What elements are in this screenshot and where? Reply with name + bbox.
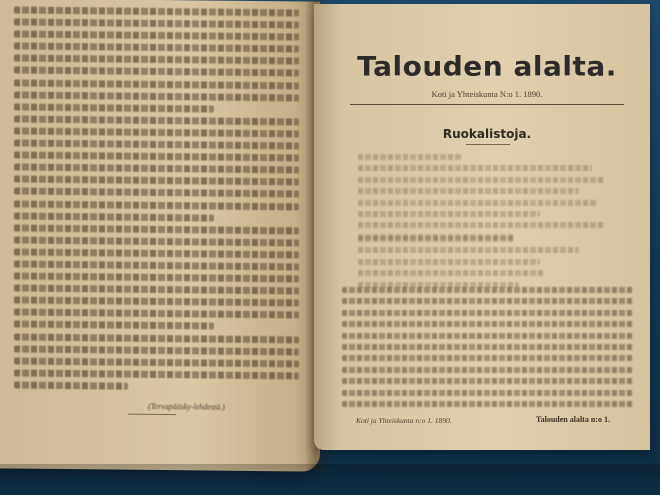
text-line	[358, 259, 540, 265]
text-line	[342, 355, 634, 361]
page-caption: Koti ja Yhteiskunta n:o 1. 1890.	[356, 416, 452, 425]
text-line	[358, 154, 462, 160]
text-line	[342, 310, 634, 316]
text-line	[14, 67, 299, 77]
text-line	[14, 79, 299, 89]
text-line	[14, 260, 299, 270]
text-line	[14, 188, 299, 198]
text-line	[14, 91, 299, 101]
text-line	[14, 55, 299, 65]
text-line	[14, 321, 214, 330]
text-line	[342, 344, 634, 350]
text-line	[14, 212, 214, 221]
text-line	[14, 115, 299, 125]
text-line	[14, 273, 299, 283]
text-line	[14, 224, 299, 234]
section-heading: Ruokalistoja.	[442, 127, 532, 141]
menu-list-first	[358, 154, 618, 245]
text-line	[14, 200, 299, 210]
text-line	[14, 19, 299, 29]
bottom-shadow	[0, 464, 660, 495]
text-line	[14, 369, 299, 379]
text-line	[358, 211, 540, 217]
text-line	[14, 152, 299, 162]
text-line	[14, 164, 299, 174]
text-line	[358, 236, 514, 242]
text-line	[342, 378, 634, 384]
text-line	[14, 236, 299, 246]
text-line	[14, 43, 299, 53]
text-line	[358, 222, 605, 228]
text-line	[14, 381, 128, 389]
text-line	[342, 367, 634, 373]
text-line	[14, 297, 299, 307]
left-page-signature: (Tervapääsky-lehdestä.)	[148, 401, 225, 412]
section-rule	[466, 144, 510, 145]
text-line	[14, 31, 299, 41]
text-line	[14, 103, 214, 112]
text-line	[14, 248, 299, 258]
text-line	[358, 200, 597, 206]
right-page	[314, 4, 650, 450]
text-line	[14, 6, 299, 16]
text-line	[342, 287, 634, 293]
text-line	[358, 177, 605, 183]
text-line	[14, 309, 299, 319]
menu-list-second	[358, 236, 618, 293]
text-line	[358, 270, 545, 276]
left-page-body-text	[14, 6, 299, 396]
left-page	[0, 0, 320, 472]
text-line	[14, 285, 299, 295]
page-subtitle: Koti ja Yhteiskunta N:o 1. 1890.	[431, 89, 543, 99]
text-line	[342, 401, 634, 407]
text-line	[14, 357, 299, 367]
text-line	[342, 390, 634, 396]
text-line	[14, 176, 299, 186]
text-line	[342, 298, 634, 304]
text-line	[14, 127, 299, 137]
text-line	[342, 321, 634, 327]
text-line	[14, 333, 299, 343]
text-line	[358, 188, 579, 194]
text-line	[14, 345, 299, 355]
text-line	[358, 165, 592, 171]
page-title: Talouden alalta.	[357, 50, 617, 83]
text-line	[358, 247, 579, 253]
body-paragraph	[342, 287, 634, 412]
title-rule	[350, 104, 624, 105]
text-line	[14, 140, 299, 150]
text-line	[342, 333, 634, 339]
page-signature: Talouden alalta n:o 1.	[536, 415, 610, 424]
left-page-end-rule	[128, 414, 176, 416]
